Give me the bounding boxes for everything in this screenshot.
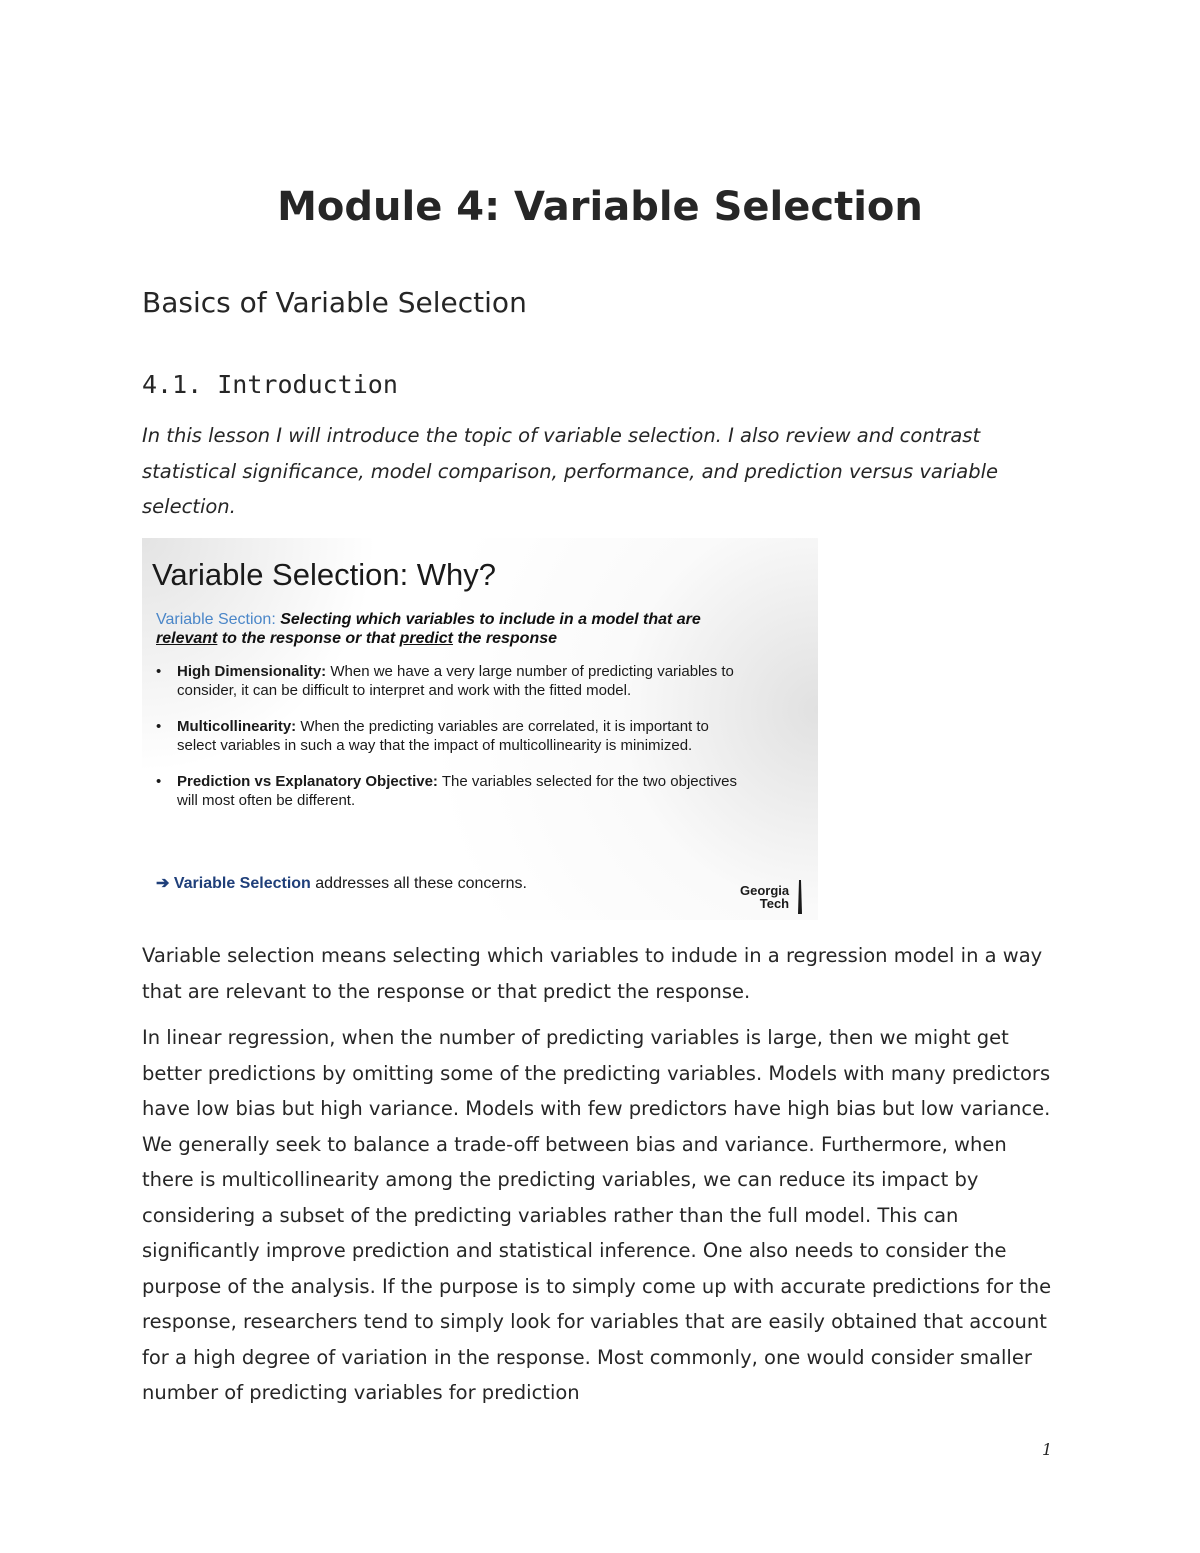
- definition-relevant: relevant: [156, 630, 218, 647]
- bullet-high-dimensionality: [156, 662, 746, 700]
- sub-heading: 4.1. Introduction: [142, 370, 398, 399]
- slide-image: [142, 538, 818, 920]
- conclusion-term: Variable Selection: [173, 875, 311, 892]
- slide-definition: [156, 610, 756, 648]
- body-paragraph-1: Variable selection means selecting which variables to indude in a regression model in a way that are relevant to the response or that predict the response.: [142, 944, 1043, 1003]
- conclusion-text: addresses all these concerns.: [315, 875, 527, 892]
- bullet-text: The variables selected for the two objectives will most often be different.: [177, 773, 737, 809]
- slide-conclusion: [156, 874, 527, 894]
- bullet-text: When the predicting variables are correlated, it is important to select variables in such a way that the impact of multicollinearity is minimized.: [177, 718, 709, 754]
- logo-line-2: Tech: [759, 896, 790, 911]
- arrow-right-icon: ➔: [156, 875, 170, 892]
- body-paragraph-2: In linear regression, when the number of predicting variables is large, then we might get better predictions by omitting some of the predicting variables. Models with many predictors have low bias but high variance. Models with few predictors have high bias but low variance. We generally seek to balance a trade-off between bias and variance. Furthermore, when there is multicollinearity among the predicting variables, we can reduce its impact by considering a subset of the predicting variables rather than the full model. This can significantly improve prediction and statistical inference. One also needs to consider the purpose of the analysis. If the purpose is to simply come up with accurate predictions for the response, researchers tend to simply look for variables that are easily obtained that account for a high degree of variation in the response. Most commonly, one would consider smaller number of predicting variables for prediction: [142, 1026, 1052, 1404]
- bullet-dot: •: [156, 718, 162, 735]
- bullet-label: Prediction vs Explanatory Objective:: [177, 773, 438, 790]
- definition-text-1: Selecting which variables to include in a model that are: [280, 611, 701, 628]
- intro-paragraph: In this lesson I will introduce the topic of variable selection. I also review and contrast statistical significance, model comparison, performance, and prediction versus variable selection.: [142, 424, 999, 518]
- definition-term: Variable Section:: [156, 611, 276, 628]
- tower-icon: [797, 880, 803, 914]
- bullet-multicollinearity: [156, 717, 746, 755]
- logo-line-1: Georgia: [740, 883, 790, 898]
- bullet-label: High Dimensionality:: [177, 663, 327, 680]
- slide-title: Variable Selection: Why?: [152, 557, 497, 592]
- page-number: 1: [1042, 1440, 1053, 1459]
- section-heading: Basics of Variable Selection: [142, 286, 527, 319]
- slide-bullet-list: [156, 662, 746, 827]
- bullet-dot: •: [156, 663, 162, 680]
- bullet-prediction-vs-explanatory: [156, 772, 746, 810]
- georgia-tech-logo: [740, 884, 789, 910]
- definition-text-3: the response: [457, 630, 558, 647]
- bullet-dot: •: [156, 773, 162, 790]
- bullet-label: Multicollinearity:: [177, 718, 297, 735]
- definition-predict: predict: [399, 630, 453, 647]
- page-title: Module 4: Variable Selection: [277, 184, 923, 230]
- definition-text-2: to the response or that: [221, 630, 396, 647]
- bullet-text: When we have a very large number of predicting variables to consider, it can be difficult to interpret and work with the fitted model.: [177, 663, 734, 699]
